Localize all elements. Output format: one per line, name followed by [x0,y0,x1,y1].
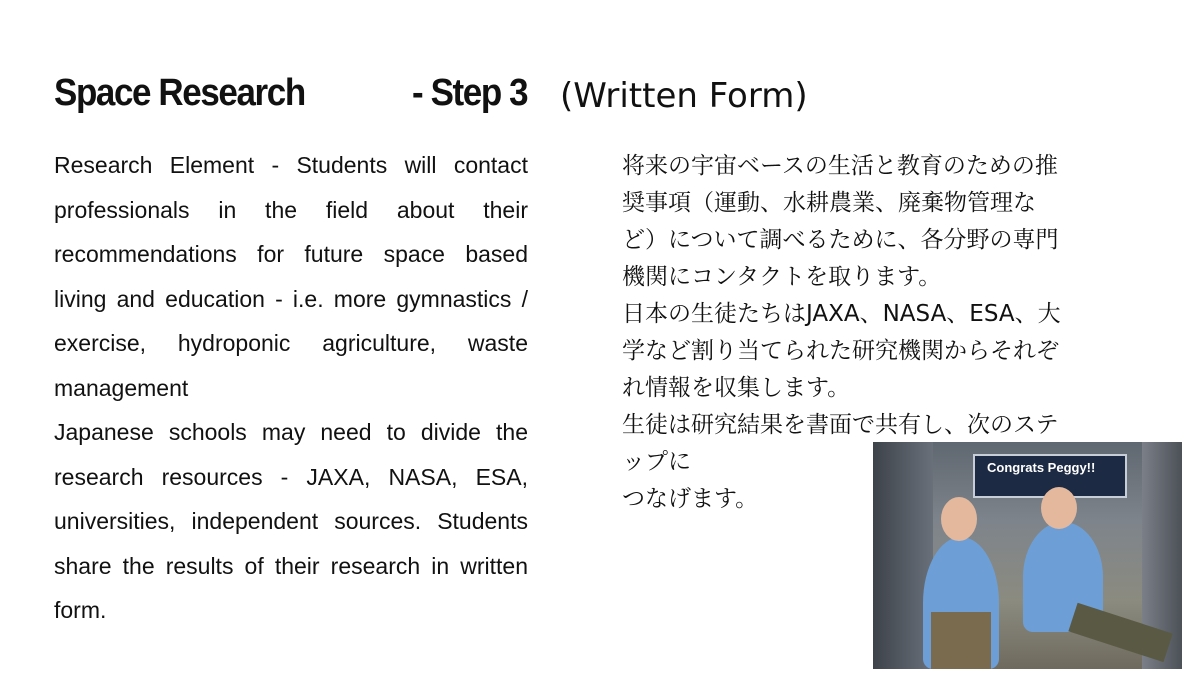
japanese-line-1: 将来の宇宙ベースの生活と教育のための推 [622,153,1058,179]
japanese-line-8: 生徒は研究結果を書面で共有し、次のステ [622,412,1059,438]
japanese-line-10: つなげます。 [622,486,759,512]
photo-banner-text: Congrats Peggy!! [987,460,1096,475]
astronaut-1-pants [931,612,991,669]
astronaut-2-head [1041,487,1077,529]
japanese-line-7: れ情報を収集します。 [622,375,851,401]
japanese-line-4: 機関にコンタクトを取ります。 [622,264,942,290]
english-text [54,143,528,633]
title-form: (Written Form) [560,76,808,116]
japanese-line-5: 日本の生徒たちはJAXA、NASA、ESA、大 [622,301,1061,327]
english-paragraph-1: Research Element - Students will contact professionals in the field about their recommendations for future space based living and education - i.e. more gymnastics / exercise, hydroponic agriculture, waste management [54,152,528,401]
japanese-line-3: ど）について調べるために、各分野の専門 [622,227,1059,253]
title-step: - Step 3 [412,72,528,114]
english-paragraph-2: Japanese schools may need to divide the research resources - JAXA, NASA, ESA, universities, independent sources. Students share the results of their research in written form. [54,419,528,623]
japanese-line-6: 学など割り当てられた研究機関からそれぞ [622,338,1059,364]
title-main: Space Research [54,72,305,114]
japanese-line-9: ップに [622,449,691,475]
astronaut-photo [873,442,1182,669]
astronaut-1-head [941,497,977,541]
japanese-line-2: 奨事項（運動、水耕農業、廃棄物管理な [622,190,1036,216]
